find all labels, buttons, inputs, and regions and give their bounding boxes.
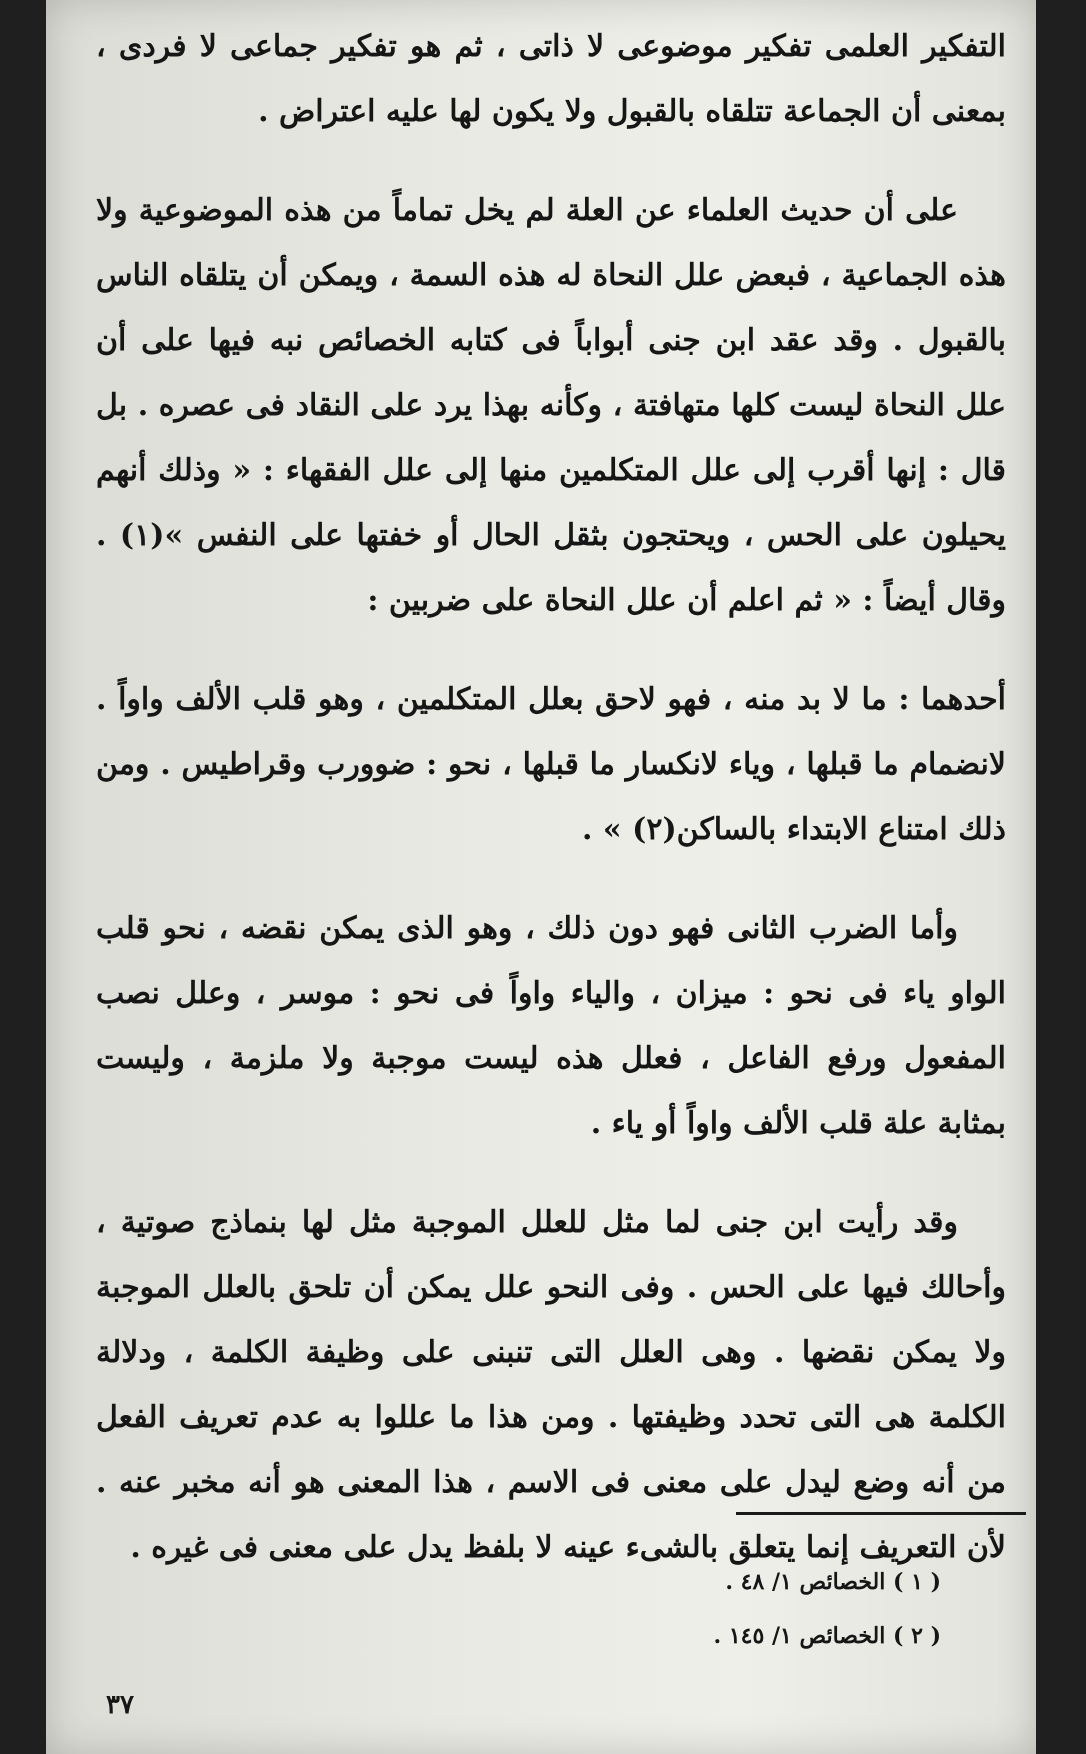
book-page [46,0,1036,1754]
footnote-2: ( ٢ ) الخصائص ١/ ١٤٥ . [713,1623,941,1649]
paragraph-4: وأما الضرب الثانى فهو دون ذلك ، وهو الذى يمكن نقضه ، نحو قلب الواو ياء فى نحو : ميزان ، والياء واواً فى نحو : موسر ، وعلل نصب المفعول ورفع الفاعل ، فعلل هذه ليست موجبة ولا ملزمة ، وليست بمثابة علة قلب الألف واواً أو ياء . [96,911,1006,1141]
page-number: ٣٧ [106,1690,134,1720]
paragraph-3: أحدهما : ما لا بد منه ، فهو لاحق بعلل المتكلمين ، وهو قلب الألف واواً . لانضمام ما قبلها ، وياء لانكسار ما قبلها ، نحو : ضوورب وقراطيس . ومن ذلك امتناع الابتداء بالساكن(٢) » . [96,682,1006,847]
paragraph-1: التفكير العلمى تفكير موضوعى لا ذاتى ، ثم هو تفكير جماعى لا فردى ، بمعنى أن الجماعة تتلقاه بالقبول ولا يكون لها عليه اعتراض . [96,29,1006,129]
footnote-divider [736,1512,1026,1515]
paragraph-2: على أن حديث العلماء عن العلة لم يخل تماماً من هذه الموضوعية ولا هذه الجماعية ، فبعض علل النحاة له هذه السمة ، ويمكن أن يتلقاه الناس بالقبول . وقد عقد ابن جنى أبواباً فى كتابه الخصائص نبه فيها على أن علل النحاة ليست كلها متهافتة ، وكأنه بهذا يرد على النقاد فى عصره . بل قال : إنها أقرب إلى علل المتكلمين منها إلى علل الفقهاء : « وذلك أنهم يحيلون على الحس ، ويحتجون بثقل الحال أو خفتها على النفس »(١) . وقال أيضاً : « ثم اعلم أن علل النحاة على ضربين : [96,193,1006,618]
footnotes [714,1555,941,1663]
main-text [96,14,1006,1580]
footnote-1: ( ١ ) الخصائص ١/ ٤٨ . [725,1569,941,1595]
paragraph-5: وقد رأيت ابن جنى لما مثل للعلل الموجبة مثل لها بنماذج صوتية ، وأحالك فيها على الحس . وفى النحو علل يمكن أن تلحق بالعلل الموجبة ولا يمكن نقضها . وهى العلل التى تنبنى على وظيفة الكلمة ، ودلالة الكلمة هى التى تحدد وظيفتها . ومن هذا ما عللوا به عدم تعريف الفعل من أنه وضع ليدل على معنى فى الاسم ، هذا المعنى هو أنه مخبر عنه . لأن التعريف إنما يتعلق بالشىء عينه لا بلفظ يدل على معنى فى غيره . [96,1205,1006,1565]
